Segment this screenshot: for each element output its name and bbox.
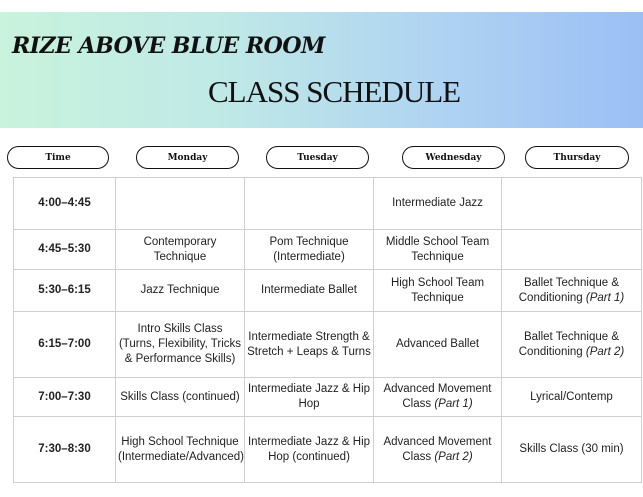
column-header-time: Time: [7, 146, 109, 169]
class-name: Skills Class (30 min): [519, 443, 624, 455]
class-part-note: (Part 2): [585, 345, 625, 358]
class-name: Intermediate Jazz: [392, 197, 483, 209]
class-part-note: (Part 1): [434, 398, 473, 410]
class-name: Advanced Movement Class: [383, 383, 492, 410]
thursday-cell: [502, 312, 642, 378]
time-cell: 7:00–7:30: [14, 378, 116, 417]
schedule-title: CLASS SCHEDULE: [208, 74, 461, 109]
thursday-cell: [502, 270, 642, 312]
wednesday-cell: [374, 312, 502, 378]
class-name: Ballet Technique & Conditioning: [518, 276, 620, 304]
time-cell: 7:30–8:30: [14, 417, 116, 483]
class-name: Lyrical/Contemp: [530, 390, 613, 403]
table-row: [14, 417, 642, 483]
thursday-cell: [502, 417, 642, 483]
table-row: [14, 270, 642, 312]
column-header-wednesday: Wednesday: [402, 146, 505, 169]
time-cell: 4:00–4:45: [14, 178, 116, 230]
class-name: High School Team Technique: [390, 276, 485, 304]
class-name: Middle School Team Technique: [385, 235, 490, 263]
time-cell: 4:45–5:30: [14, 230, 116, 270]
table-row: [14, 378, 642, 417]
monday-cell: Contemporary Technique: [116, 230, 245, 270]
class-name: Advanced Ballet: [395, 338, 480, 350]
tuesday-cell: Intermediate Strength & Stretch + Leaps & Turns: [245, 312, 374, 378]
wednesday-cell: [374, 178, 502, 230]
class-name: Advanced Movement Class: [383, 435, 492, 463]
wednesday-cell: [374, 417, 502, 483]
monday-cell: High School Technique (Intermediate/Advanced): [116, 417, 245, 483]
thursday-cell: [502, 178, 642, 230]
time-cell: 6:15–7:00: [14, 312, 116, 378]
column-header-thursday: Thursday: [525, 146, 629, 169]
tuesday-cell: Intermediate Jazz & Hip Hop (continued): [245, 417, 374, 483]
wednesday-cell: [374, 270, 502, 312]
wednesday-cell: [374, 230, 502, 270]
wednesday-cell: [374, 378, 502, 417]
thursday-cell: [502, 378, 642, 417]
class-part-note: (Part 1): [585, 291, 625, 304]
tuesday-cell: Intermediate Ballet: [245, 270, 374, 312]
thursday-cell: [502, 230, 642, 270]
studio-name: RIZE ABOVE BLUE ROOM: [12, 33, 325, 59]
table-row: [14, 178, 642, 230]
monday-cell: Jazz Technique: [116, 270, 245, 312]
time-cell: 5:30–6:15: [14, 270, 116, 312]
monday-cell: Intro Skills Class (Turns, Flexibility, Tricks & Performance Skills): [116, 312, 245, 378]
table-row: [14, 312, 642, 378]
column-header-tuesday: Tuesday: [266, 146, 369, 169]
tuesday-cell: Pom Technique (Intermediate): [245, 230, 374, 270]
class-part-note: (Part 2): [434, 450, 473, 463]
table-row: [14, 230, 642, 270]
header-banner: [0, 12, 643, 128]
column-header-monday: Monday: [136, 146, 239, 169]
monday-cell: Skills Class (continued): [116, 378, 245, 417]
tuesday-cell: [245, 178, 374, 230]
monday-cell: [116, 178, 245, 230]
schedule-table: [13, 177, 642, 483]
class-name: Ballet Technique & Conditioning: [518, 330, 620, 358]
tuesday-cell: Intermediate Jazz & Hip Hop: [245, 378, 374, 417]
